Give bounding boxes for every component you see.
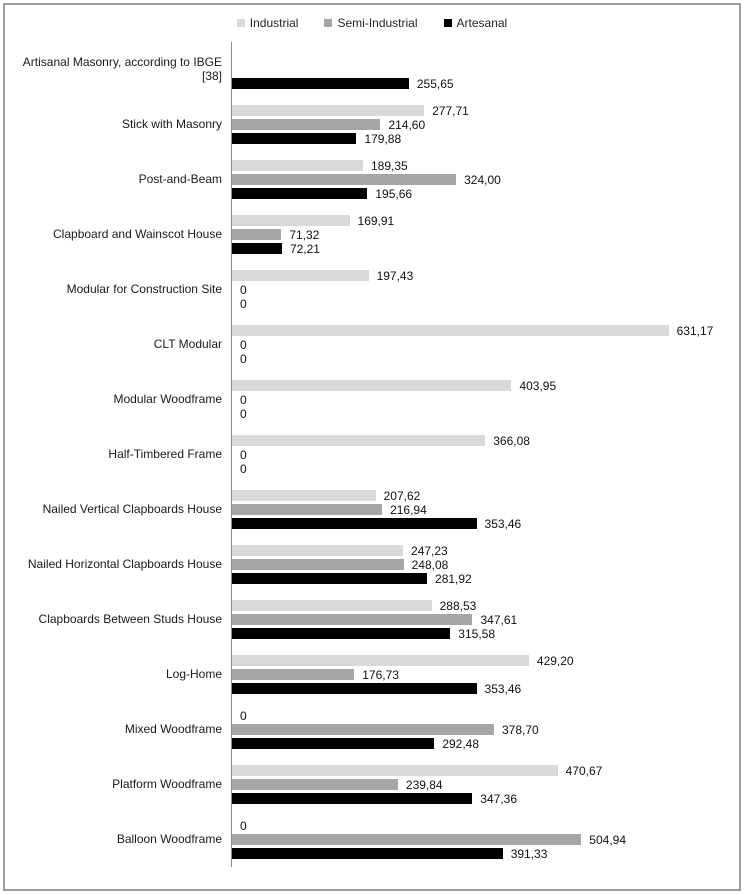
category-group xyxy=(5,207,739,262)
category-group xyxy=(5,592,739,647)
bar-artesanal xyxy=(232,848,503,859)
data-label: 0 xyxy=(240,708,247,723)
bar-line-artesanal xyxy=(232,463,737,474)
category-bars xyxy=(231,702,739,757)
category-label: Artisanal Masonry, according to IBGE [38] xyxy=(22,54,222,83)
bar-artesanal xyxy=(232,628,450,639)
bar-semi-industrial xyxy=(232,559,404,570)
bar-line-industrial xyxy=(232,270,737,281)
data-label: 470,67 xyxy=(565,763,603,778)
data-label: 197,43 xyxy=(376,268,414,283)
category-group xyxy=(5,262,739,317)
data-label: 255,65 xyxy=(416,76,454,91)
bar-line-industrial xyxy=(232,820,737,831)
bar-line-industrial xyxy=(232,765,737,776)
bar-line-semi-industrial xyxy=(232,394,737,405)
bar-line-artesanal xyxy=(232,78,737,89)
category-bars xyxy=(231,592,739,647)
data-label: 0 xyxy=(240,447,247,462)
bar-line-semi-industrial xyxy=(232,229,737,240)
bar-line-industrial xyxy=(232,160,737,171)
data-label: 72,21 xyxy=(289,241,320,256)
data-label: 353,46 xyxy=(484,681,522,696)
bar-line-industrial xyxy=(232,50,737,61)
bar-line-industrial xyxy=(232,105,737,116)
data-label: 281,92 xyxy=(435,571,472,586)
bar-semi-industrial xyxy=(232,669,354,680)
data-label: 189,35 xyxy=(370,158,408,173)
bar-line-artesanal xyxy=(232,738,737,749)
bar-industrial xyxy=(232,655,529,666)
bar-industrial xyxy=(232,490,376,501)
data-label: 631,17 xyxy=(676,323,714,338)
bar-line-semi-industrial xyxy=(232,119,737,130)
category-group xyxy=(5,97,739,152)
category-group xyxy=(5,42,739,97)
category-group xyxy=(5,427,739,482)
category-label: Post-and-Beam xyxy=(138,171,222,186)
bar-line-industrial xyxy=(232,545,737,556)
data-label: 169,91 xyxy=(357,213,395,228)
data-label: 207,62 xyxy=(383,488,421,503)
bar-line-semi-industrial xyxy=(232,834,737,845)
category-bars xyxy=(231,97,739,152)
category-group xyxy=(5,812,739,867)
data-label: 378,70 xyxy=(501,722,539,737)
bar-semi-industrial xyxy=(232,119,380,130)
category-label: Modular Woodframe xyxy=(113,391,222,406)
bar-line-artesanal xyxy=(232,683,737,694)
bar-line-semi-industrial xyxy=(232,779,737,790)
chart-legend xyxy=(5,14,739,32)
data-label: 0 xyxy=(240,392,247,407)
bar-line-semi-industrial xyxy=(232,504,737,515)
category-label: Mixed Woodframe xyxy=(124,721,222,736)
bar-line-industrial xyxy=(232,655,737,666)
bar-industrial xyxy=(232,380,511,391)
data-label: 366,08 xyxy=(493,433,530,448)
bar-semi-industrial xyxy=(232,834,581,845)
category-bars xyxy=(231,152,739,207)
bar-line-artesanal xyxy=(232,793,737,804)
category-group xyxy=(5,317,739,372)
bar-line-artesanal xyxy=(232,188,737,199)
bar-line-semi-industrial xyxy=(232,724,737,735)
bar-semi-industrial xyxy=(232,779,398,790)
bar-industrial xyxy=(232,545,403,556)
category-label: Log-Home xyxy=(165,666,222,681)
data-label: 176,73 xyxy=(362,667,399,682)
category-label: CLT Modular xyxy=(153,336,222,351)
legend-label: Artesanal xyxy=(456,16,508,30)
data-label: 214,60 xyxy=(388,117,426,132)
data-label: 0 xyxy=(240,282,247,297)
legend-swatch-icon xyxy=(444,19,452,27)
legend-item-artesanal xyxy=(444,16,508,30)
bar-line-artesanal xyxy=(232,848,737,859)
bar-artesanal xyxy=(232,793,472,804)
data-label: 292,48 xyxy=(442,736,480,751)
bar-artesanal xyxy=(232,518,477,529)
data-label: 248,08 xyxy=(411,557,449,572)
bar-line-semi-industrial xyxy=(232,614,737,625)
bar-artesanal xyxy=(232,133,356,144)
data-label: 324,00 xyxy=(464,172,501,187)
bar-line-industrial xyxy=(232,215,737,226)
category-group xyxy=(5,757,739,812)
data-label: 0 xyxy=(240,351,247,366)
bar-line-industrial xyxy=(232,490,737,501)
category-group xyxy=(5,482,739,537)
bar-industrial xyxy=(232,160,363,171)
category-label: Clapboard and Wainscot House xyxy=(53,226,222,241)
bar-semi-industrial xyxy=(232,229,281,240)
data-label: 216,94 xyxy=(390,502,427,517)
bar-line-industrial xyxy=(232,435,737,446)
bar-line-artesanal xyxy=(232,133,737,144)
bar-industrial xyxy=(232,765,558,776)
category-label: Half-Timbered Frame xyxy=(108,446,222,461)
bar-line-semi-industrial xyxy=(232,284,737,295)
data-label: 0 xyxy=(240,818,247,833)
bar-line-artesanal xyxy=(232,518,737,529)
bar-industrial xyxy=(232,215,350,226)
legend-swatch-icon xyxy=(237,19,245,27)
bar-line-artesanal xyxy=(232,573,737,584)
data-label: 247,23 xyxy=(411,543,448,558)
category-bars xyxy=(231,317,739,372)
category-group xyxy=(5,647,739,702)
data-label: 0 xyxy=(240,337,247,352)
data-label: 504,94 xyxy=(589,832,626,847)
bar-industrial xyxy=(232,270,369,281)
category-bars xyxy=(231,42,739,97)
data-label: 353,46 xyxy=(484,516,522,531)
data-label: 347,61 xyxy=(480,612,518,627)
legend-item-semi-industrial xyxy=(324,16,417,30)
bar-line-semi-industrial xyxy=(232,559,737,570)
bar-line-industrial xyxy=(232,325,737,336)
legend-label: Semi-Industrial xyxy=(337,16,418,30)
category-bars xyxy=(231,207,739,262)
legend-item-industrial xyxy=(237,16,299,30)
bar-artesanal xyxy=(232,738,434,749)
legend-label: Industrial xyxy=(249,16,299,30)
data-label: 195,66 xyxy=(375,186,413,201)
category-bars xyxy=(231,537,739,592)
bar-line-semi-industrial xyxy=(232,449,737,460)
category-bars xyxy=(231,262,739,317)
bar-semi-industrial xyxy=(232,614,472,625)
bar-artesanal xyxy=(232,683,477,694)
bar-semi-industrial xyxy=(232,504,382,515)
bar-artesanal xyxy=(232,573,427,584)
bar-line-semi-industrial xyxy=(232,669,737,680)
bar-industrial xyxy=(232,325,669,336)
category-label: Modular for Construction Site xyxy=(66,281,222,296)
data-label: 391,33 xyxy=(510,846,548,861)
bar-line-industrial xyxy=(232,710,737,721)
bar-line-artesanal xyxy=(232,628,737,639)
bar-industrial xyxy=(232,435,485,446)
category-bars xyxy=(231,647,739,702)
bar-artesanal xyxy=(232,243,282,254)
category-bars xyxy=(231,372,739,427)
bar-industrial xyxy=(232,600,432,611)
bar-semi-industrial xyxy=(232,724,494,735)
category-bars xyxy=(231,482,739,537)
data-label: 239,84 xyxy=(405,777,443,792)
bar-line-artesanal xyxy=(232,298,737,309)
bar-line-industrial xyxy=(232,380,737,391)
bar-artesanal xyxy=(232,188,367,199)
category-bars xyxy=(231,757,739,812)
data-label: 0 xyxy=(240,296,247,311)
data-label: 0 xyxy=(240,461,247,476)
bar-semi-industrial xyxy=(232,174,456,185)
category-group xyxy=(5,537,739,592)
bar-line-semi-industrial xyxy=(232,64,737,75)
bar-line-industrial xyxy=(232,600,737,611)
category-label: Nailed Horizontal Clapboards House xyxy=(27,556,222,571)
category-bars xyxy=(231,427,739,482)
data-label: 315,58 xyxy=(458,626,495,641)
category-label: Balloon Woodframe xyxy=(116,831,222,846)
bar-industrial xyxy=(232,105,424,116)
category-label: Stick with Masonry xyxy=(121,116,222,131)
bar-artesanal xyxy=(232,78,409,89)
figure-border xyxy=(3,3,741,891)
data-label: 179,88 xyxy=(364,131,402,146)
bar-line-artesanal xyxy=(232,408,737,419)
category-group xyxy=(5,702,739,757)
category-group xyxy=(5,152,739,207)
bar-line-artesanal xyxy=(232,243,737,254)
category-group xyxy=(5,372,739,427)
bar-line-artesanal xyxy=(232,353,737,364)
bar-line-semi-industrial xyxy=(232,174,737,185)
data-label: 277,71 xyxy=(432,103,469,118)
bar-line-semi-industrial xyxy=(232,339,737,350)
legend-swatch-icon xyxy=(324,19,332,27)
category-label: Nailed Vertical Clapboards House xyxy=(42,501,222,516)
category-bars xyxy=(231,812,739,867)
data-label: 347,36 xyxy=(480,791,517,806)
data-label: 429,20 xyxy=(536,653,574,668)
data-label: 288,53 xyxy=(439,598,477,613)
data-label: 0 xyxy=(240,406,247,421)
data-label: 403,95 xyxy=(519,378,557,393)
category-label: Platform Woodframe xyxy=(112,776,222,791)
chart-rows xyxy=(5,42,739,873)
data-label: 71,32 xyxy=(289,227,320,242)
category-label: Clapboards Between Studs House xyxy=(38,611,222,626)
